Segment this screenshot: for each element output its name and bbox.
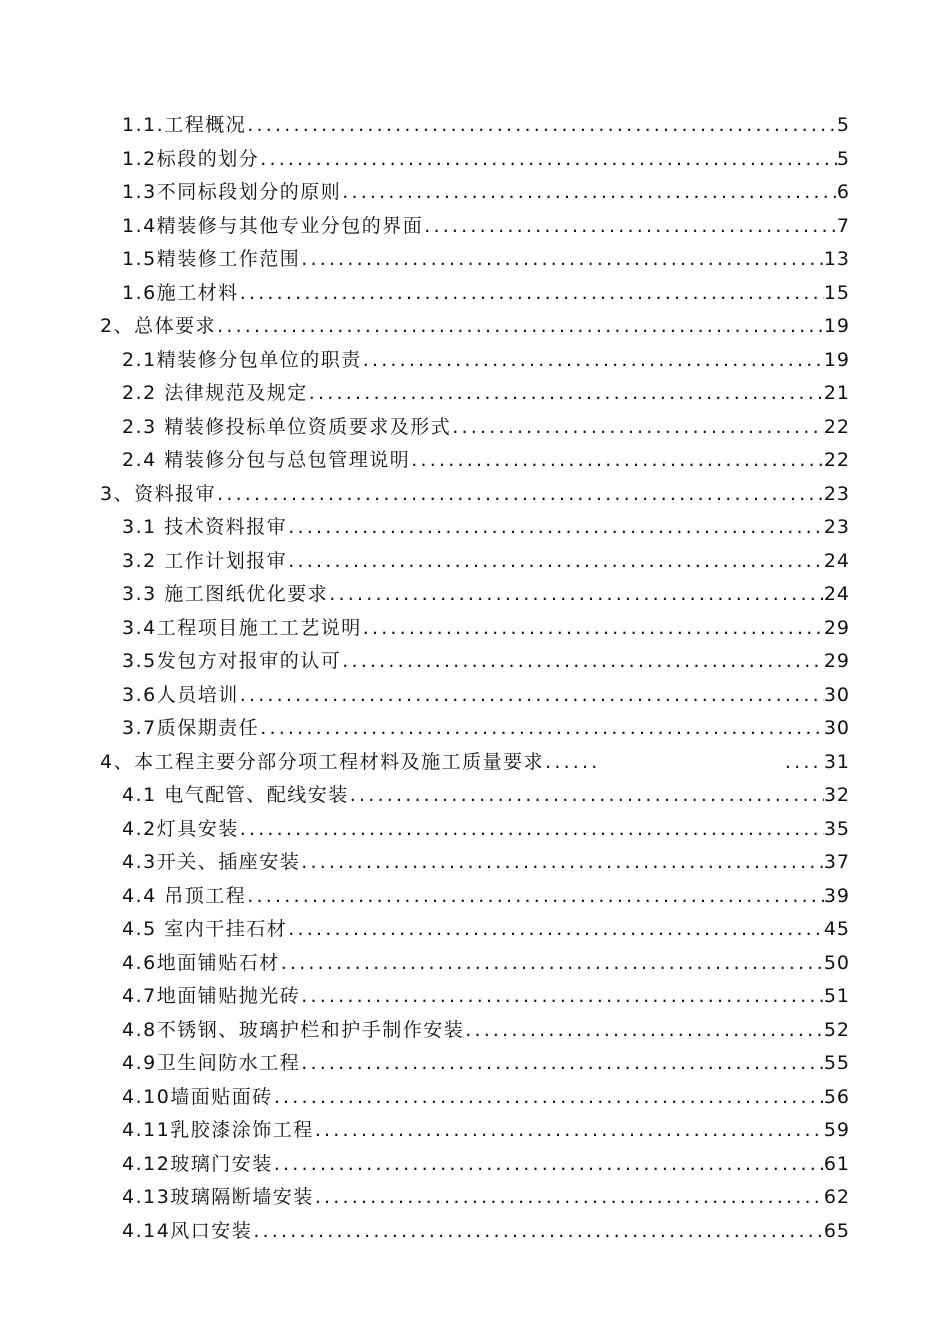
toc-entry[interactable] <box>100 110 850 144</box>
toc-entry-title: 4.11乳胶漆涂饰工程 <box>122 1119 314 1141</box>
toc-entry-title: 2、总体要求 <box>100 315 217 337</box>
toc-entry-title: 4、本工程主要分部分项工程材料及施工质量要求 <box>100 750 545 773</box>
toc-entry-title: 2.2 法律规范及规定 <box>122 382 308 404</box>
toc-dot-leader <box>287 918 824 940</box>
table-of-contents <box>100 110 850 1249</box>
toc-dot-leader <box>252 1220 824 1242</box>
toc-entry[interactable] <box>100 1048 850 1082</box>
toc-entry-page-number: 21 <box>823 382 850 404</box>
toc-entry-title: 4.14风口安装 <box>122 1219 253 1242</box>
toc-dot-leader <box>314 1119 824 1141</box>
toc-entry-page-number: 13 <box>823 248 850 270</box>
toc-entry[interactable] <box>100 847 850 881</box>
toc-entry[interactable] <box>100 881 850 915</box>
toc-entry-page-number: 19 <box>823 315 850 337</box>
toc-entry-page-number: 50 <box>823 951 850 974</box>
toc-entry[interactable] <box>100 1082 850 1116</box>
toc-entry-page-number: 24 <box>823 549 850 572</box>
toc-dot-leader <box>410 449 824 471</box>
toc-dot-leader <box>300 248 824 270</box>
toc-entry-page-number: 37 <box>823 851 850 873</box>
toc-dot-leader <box>239 818 824 840</box>
toc-entry-title: 3.4工程项目施工工艺说明 <box>122 616 362 639</box>
toc-entry-page-number: 22 <box>823 415 850 438</box>
toc-entry[interactable] <box>100 512 850 546</box>
toc-entry-page-number: 24 <box>823 583 850 605</box>
toc-dot-leader <box>341 650 824 672</box>
toc-dot-leader <box>300 851 824 873</box>
toc-entry-page-number: 65 <box>823 1219 850 1242</box>
toc-entry[interactable] <box>100 948 850 982</box>
toc-entry[interactable] <box>100 412 850 446</box>
toc-entry[interactable] <box>100 713 850 747</box>
toc-dot-leader <box>287 550 824 572</box>
toc-entry[interactable] <box>100 345 850 379</box>
toc-entry-title: 2.1精装修分包单位的职责 <box>122 348 362 371</box>
toc-entry[interactable] <box>100 244 850 278</box>
toc-entry[interactable] <box>100 747 850 781</box>
toc-entry-page-number: 30 <box>823 683 850 706</box>
toc-entry-title: 1.5精装修工作范围 <box>122 248 301 270</box>
toc-entry-page-number: 6 <box>836 181 850 203</box>
toc-entry[interactable] <box>100 1149 850 1183</box>
toc-entry-page-number: 52 <box>823 1018 850 1041</box>
toc-entry-title: 3.3 施工图纸优化要求 <box>122 583 329 605</box>
toc-dot-leader <box>246 114 837 136</box>
toc-entry-title: 3.7质保期责任 <box>122 717 260 739</box>
toc-dot-leader <box>308 382 824 404</box>
toc-entry-title: 4.6地面铺贴石材 <box>122 951 280 974</box>
toc-entry-page-number: 39 <box>823 884 850 907</box>
toc-dot-leader <box>273 1153 824 1175</box>
toc-dot-leader <box>314 1186 824 1208</box>
toc-entry-title: 1.3不同标段划分的原则 <box>122 181 342 203</box>
toc-dot-leader <box>246 885 824 907</box>
toc-dot-leader <box>300 1052 824 1074</box>
toc-dot-leader <box>464 1019 824 1041</box>
toc-dot-leader: ...... .... <box>545 750 822 773</box>
toc-entry-title: 4.9卫生间防水工程 <box>122 1052 301 1074</box>
toc-entry[interactable] <box>100 144 850 178</box>
toc-entry-title: 3.2 工作计划报审 <box>122 549 288 572</box>
toc-entry[interactable] <box>100 1182 850 1216</box>
toc-entry[interactable] <box>100 445 850 479</box>
toc-entry-title: 1.6施工材料 <box>122 281 239 304</box>
toc-entry[interactable] <box>100 780 850 814</box>
toc-entry[interactable] <box>100 680 850 714</box>
toc-entry-page-number: 45 <box>823 918 850 940</box>
toc-entry-page-number: 56 <box>823 1085 850 1108</box>
toc-dot-leader <box>273 1086 824 1108</box>
toc-entry-title: 3.5发包方对报审的认可 <box>122 650 342 672</box>
toc-entry-page-number: 55 <box>823 1052 850 1074</box>
toc-entry-title: 4.3开关、插座安装 <box>122 851 301 873</box>
toc-entry-title: 2.4 精装修分包与总包管理说明 <box>122 449 411 471</box>
toc-dot-leader <box>423 215 837 237</box>
toc-entry[interactable] <box>100 1216 850 1250</box>
toc-dot-leader <box>328 583 824 605</box>
toc-entry-page-number: 32 <box>823 784 850 806</box>
toc-entry-page-number: 5 <box>836 114 850 136</box>
toc-entry-title: 2.3 精装修投标单位资质要求及形式 <box>122 415 452 438</box>
toc-entry-title: 4.4 吊顶工程 <box>122 884 247 907</box>
toc-entry-page-number: 31 <box>823 750 850 773</box>
toc-entry[interactable] <box>100 378 850 412</box>
toc-entry-page-number: 51 <box>823 985 850 1007</box>
toc-entry-title: 4.8不锈钢、玻璃护栏和护手制作安装 <box>122 1018 465 1041</box>
toc-dot-leader <box>216 483 824 505</box>
toc-entry-page-number: 29 <box>823 616 850 639</box>
toc-entry-title: 4.13玻璃隔断墙安装 <box>122 1186 314 1208</box>
toc-entry-title: 1.2标段的划分 <box>122 147 260 170</box>
toc-entry-title: 3、资料报审 <box>100 482 217 505</box>
toc-entry[interactable] <box>100 613 850 647</box>
toc-entry[interactable] <box>100 177 850 211</box>
toc-entry-page-number: 23 <box>823 482 850 505</box>
toc-entry-page-number: 62 <box>823 1186 850 1208</box>
toc-dot-leader <box>239 282 824 304</box>
toc-entry[interactable] <box>100 646 850 680</box>
toc-entry-page-number: 30 <box>823 717 850 739</box>
toc-entry-title: 4.12玻璃门安装 <box>122 1152 273 1175</box>
toc-entry-title: 3.6人员培训 <box>122 683 239 706</box>
toc-entry-title: 4.5 室内干挂石材 <box>122 918 288 940</box>
toc-entry-page-number: 23 <box>823 516 850 538</box>
toc-entry[interactable] <box>100 278 850 312</box>
toc-entry-page-number: 5 <box>836 147 850 170</box>
toc-entry[interactable] <box>100 479 850 513</box>
toc-entry-title: 1.1.工程概况 <box>122 114 247 136</box>
toc-dot-leader <box>349 784 824 806</box>
toc-entry[interactable] <box>100 914 850 948</box>
toc-dot-leader <box>259 148 837 170</box>
toc-entry-title: 4.7地面铺贴抛光砖 <box>122 985 301 1007</box>
toc-entry-title: 4.10墙面贴面砖 <box>122 1085 273 1108</box>
toc-entry-title: 1.4精装修与其他专业分包的界面 <box>122 214 424 237</box>
toc-dot-leader <box>362 349 824 371</box>
toc-dot-leader <box>216 315 824 337</box>
toc-entry[interactable] <box>100 814 850 848</box>
toc-entry[interactable] <box>100 1015 850 1049</box>
toc-entry[interactable] <box>100 1115 850 1149</box>
toc-entry-page-number: 22 <box>823 449 850 471</box>
toc-entry-title: 4.2灯具安装 <box>122 817 239 840</box>
toc-entry-page-number: 35 <box>823 817 850 840</box>
toc-entry[interactable] <box>100 211 850 245</box>
toc-entry-page-number: 59 <box>823 1119 850 1141</box>
toc-entry-page-number: 61 <box>823 1152 850 1175</box>
toc-entry[interactable] <box>100 579 850 613</box>
toc-entry-page-number: 19 <box>823 348 850 371</box>
toc-dot-leader <box>259 717 824 739</box>
toc-dot-leader <box>451 416 824 438</box>
toc-dot-leader <box>280 952 824 974</box>
toc-entry[interactable] <box>100 311 850 345</box>
toc-dot-leader <box>341 181 837 203</box>
toc-entry[interactable] <box>100 546 850 580</box>
toc-entry-page-number: 15 <box>823 281 850 304</box>
toc-entry-page-number: 7 <box>836 214 850 237</box>
toc-dot-leader <box>300 985 824 1007</box>
toc-entry[interactable] <box>100 981 850 1015</box>
toc-entry-title: 3.1 技术资料报审 <box>122 516 288 538</box>
toc-dot-leader <box>362 617 824 639</box>
toc-dot-leader <box>239 684 824 706</box>
toc-entry-title: 4.1 电气配管、配线安装 <box>122 784 349 806</box>
toc-entry-page-number: 29 <box>823 650 850 672</box>
toc-dot-leader <box>287 516 824 538</box>
